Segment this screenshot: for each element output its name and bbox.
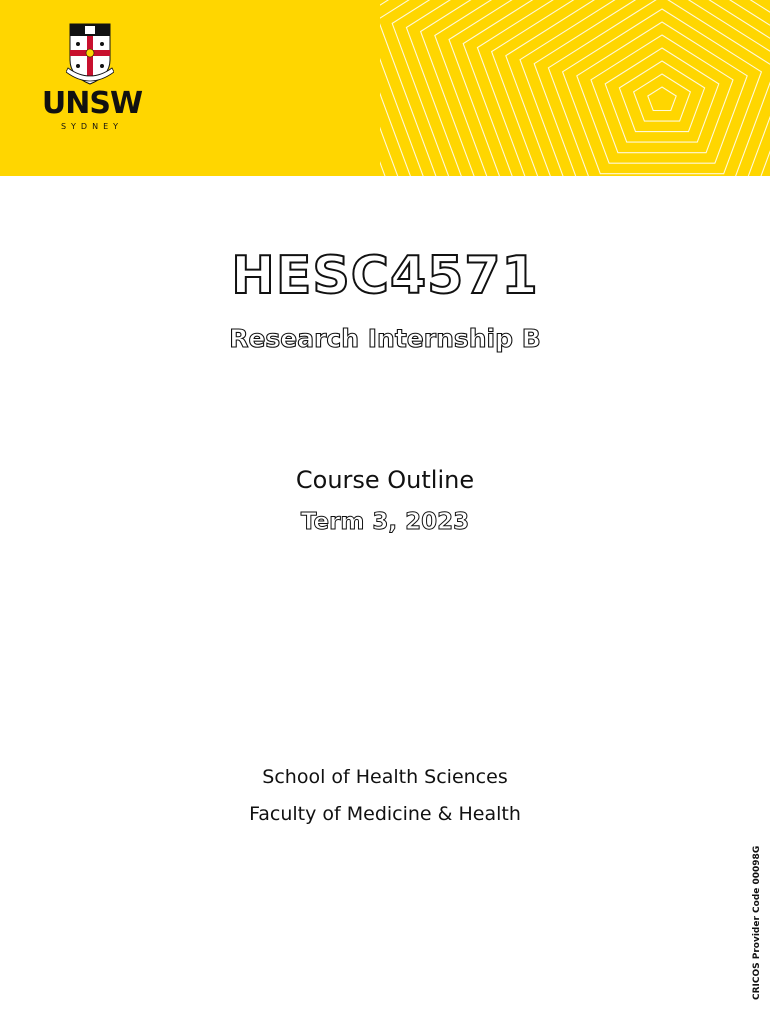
document-type: Course Outline (295, 466, 475, 494)
pattern-ring (477, 0, 770, 176)
pattern-ring (591, 35, 733, 153)
pattern-ring (648, 87, 676, 111)
unsw-logo[interactable] (34, 20, 150, 140)
geometric-pattern (380, 0, 770, 176)
header-banner (0, 0, 770, 176)
school-name: School of Health Sciences (262, 766, 508, 788)
logo-wordmark: UNSW (41, 86, 143, 121)
pattern-ring (563, 9, 762, 174)
logo-subtitle: SYDNEY (60, 122, 124, 131)
pattern-ring (634, 74, 691, 121)
cricos-code: CRICOS Provider Code 00098G (752, 845, 762, 1000)
faculty-name: Faculty of Medicine & Health (249, 803, 521, 825)
pattern-ring (534, 0, 770, 176)
pattern-ring (406, 0, 770, 176)
course-name: Research Internship B (229, 324, 541, 353)
pattern-ring (449, 0, 770, 176)
course-code: HESC4571 (231, 246, 539, 306)
term-label: Term 3, 2023 (300, 509, 470, 535)
pattern-ring (492, 0, 770, 176)
university-crest-icon (66, 20, 114, 90)
